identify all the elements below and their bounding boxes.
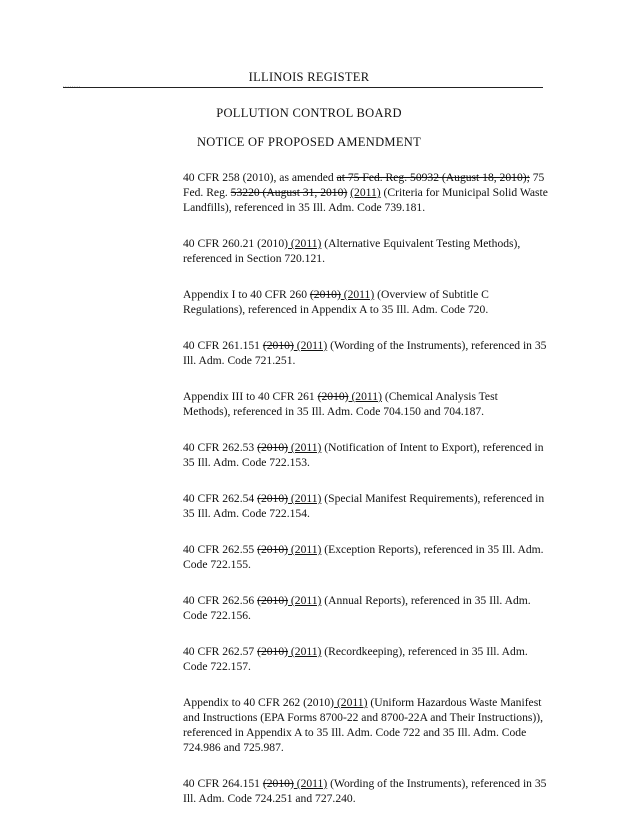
reference-entry xyxy=(183,491,548,521)
entry-text: (Recordkeeping), referenced in 35 Ill. Adm. Code 722.157. xyxy=(183,645,528,673)
entry-text: 40 CFR 261.151 xyxy=(183,339,263,352)
entry-text: (Notification of Intent to Export), referenced in 35 Ill. Adm. Code 722.153. xyxy=(183,441,544,469)
entry-text: 40 CFR 262.56 xyxy=(183,594,258,607)
reference-list xyxy=(183,170,548,827)
inserted-text: (2011) xyxy=(288,237,322,250)
entry-text: (Annual Reports), referenced in 35 Ill. Adm. Code 722.156. xyxy=(183,594,531,622)
entry-text: (Alternative Equivalent Testing Methods), referenced in Section 720.121. xyxy=(183,237,521,265)
entry-text: (Uniform Hazardous Waste Manifest and Instructions (EPA Forms 8700-22 and 8700-22A and Their Instructions)), referenced in Appendix A to 35 Ill. Adm. Code 722 and 35 Ill. Adm. Code 724.986 and 725.987. xyxy=(183,696,544,754)
deleted-text: (2010) xyxy=(257,645,289,658)
inserted-text: (2011) xyxy=(348,390,382,403)
entry-text: 40 CFR 260.21 (2010) xyxy=(183,237,288,250)
deleted-text: (2010) xyxy=(262,777,294,790)
inserted-text: (2011) xyxy=(288,492,322,505)
entry-text: (Special Manifest Requirements), referenced in 35 Ill. Adm. Code 722.154. xyxy=(183,492,545,520)
deleted-text: (2010) xyxy=(257,543,289,556)
reference-entry xyxy=(183,389,548,419)
inserted-text: (2011) xyxy=(334,696,368,709)
entry-text: (Wording of the Instruments), referenced in 35 Ill. Adm. Code 721.251. xyxy=(183,339,547,367)
reference-entry xyxy=(183,593,548,623)
entry-text: Appendix I to 40 CFR 260 xyxy=(183,288,310,301)
reference-entry xyxy=(183,695,548,755)
entry-text: 40 CFR 264.151 xyxy=(183,777,263,790)
reference-entry xyxy=(183,287,548,317)
deleted-text: 53220 (August 31, 2010) xyxy=(230,186,348,199)
entry-text: 40 CFR 262.53 xyxy=(183,441,258,454)
deleted-text: (2010) xyxy=(309,288,341,301)
reference-entry xyxy=(183,542,548,572)
deleted-text: (2010) xyxy=(257,594,289,607)
deleted-text: (2010) xyxy=(262,339,294,352)
entry-text: 40 CFR 262.57 xyxy=(183,645,258,658)
register-title-wrap xyxy=(0,70,618,85)
entry-text: (Exception Reports), referenced in 35 Ill. Adm. Code 722.155. xyxy=(183,543,544,571)
reference-entry xyxy=(183,440,548,470)
entry-text: 40 CFR 262.55 xyxy=(183,543,258,556)
deleted-text: (2010) xyxy=(257,441,289,454)
reference-entry xyxy=(183,776,548,806)
inserted-text: (2011) xyxy=(288,441,322,454)
entry-text: 75 Fed. Reg. xyxy=(183,171,545,199)
deleted-text: (2010) xyxy=(257,492,289,505)
inserted-text: (2011) xyxy=(350,186,381,199)
inserted-text: (2011) xyxy=(288,594,322,607)
inserted-text: (2011) xyxy=(293,777,328,790)
entry-text: Appendix III to 40 CFR 261 xyxy=(183,390,318,403)
reference-entry xyxy=(183,338,548,368)
inserted-text: (2011) xyxy=(288,543,322,556)
header-rule xyxy=(63,87,543,88)
agency-name: POLLUTION CONTROL BOARD xyxy=(216,106,402,120)
inserted-text: (2011) xyxy=(340,288,375,301)
notice-title: NOTICE OF PROPOSED AMENDMENT xyxy=(196,135,422,149)
inserted-text: (2011) xyxy=(293,339,328,352)
inserted-text: (2011) xyxy=(288,645,322,658)
entry-text: (Chemical Analysis Test Methods), referenced in 35 Ill. Adm. Code 704.150 and 704.187. xyxy=(183,390,498,418)
deleted-text: (2010) xyxy=(317,390,349,403)
entry-text: (Criteria for Municipal Solid Waste Landfills), referenced in 35 Ill. Adm. Code 739.181. xyxy=(183,186,548,214)
reference-entry xyxy=(183,236,548,266)
register-header xyxy=(0,70,618,92)
page-marker: ........ xyxy=(63,84,81,89)
reference-entry xyxy=(183,644,548,674)
register-title: ILLINOIS REGISTER xyxy=(246,70,373,84)
entry-text: 40 CFR 258 (2010), as amended xyxy=(183,171,337,184)
reference-entry xyxy=(183,170,548,215)
entry-text: Appendix to 40 CFR 262 (2010) xyxy=(183,696,335,709)
entry-text: (Wording of the Instruments), referenced in 35 Ill. Adm. Code 724.251 and 727.240. xyxy=(183,777,547,805)
entry-text: (Overview of Subtitle C Regulations), referenced in Appendix A to 35 Ill. Adm. Code 720. xyxy=(183,288,489,316)
entry-text: 40 CFR 262.54 xyxy=(183,492,258,505)
deleted-text: at 75 Fed. Reg. 50932 (August 18, 2010); xyxy=(336,171,530,184)
